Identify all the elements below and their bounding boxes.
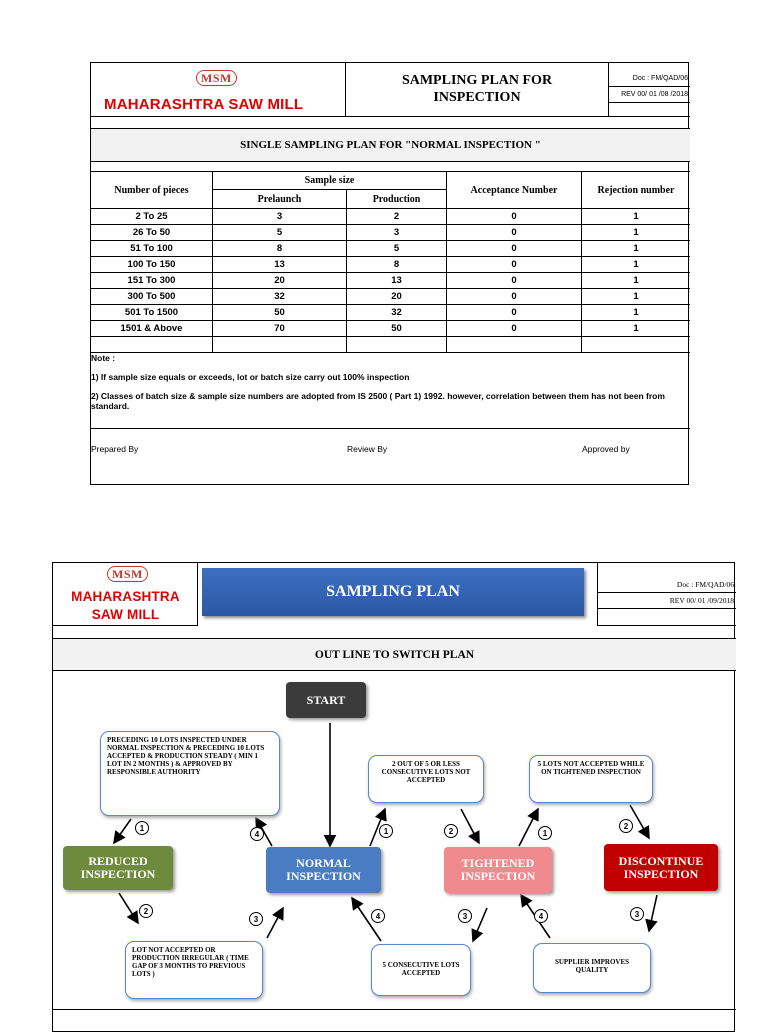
col-production: Production	[347, 190, 447, 209]
section-heading-2: OUT LINE TO SWITCH PLAN	[53, 639, 736, 671]
table-cell-acceptance: 0	[447, 289, 582, 305]
table-cell-acceptance: 0	[447, 209, 582, 225]
table-cell-acceptance: 0	[447, 321, 582, 337]
table-cell-acceptance: 0	[447, 225, 582, 241]
condition-lot-not-accepted: LOT NOT ACCEPTED OR PRODUCTION IRREGULAR ( TIME GAP OF 3 MONTHS TO PREVIOUS LOTS )	[125, 941, 263, 999]
doc-number-2: Doc : FM/QAD/06	[598, 577, 736, 593]
table-cell-prelaunch: 5	[213, 225, 347, 241]
condition-preceding-lots: PRECEDING 10 LOTS INSPECTED UNDER NORMAL INSPECTION & PRECEDING 10 LOTS ACCEPTED & PRODUCTION STEADY ( MIN 1 LOT IN 2 MONTHS ) & APPROVED BY RESPONSIBLE AUTHORITY	[100, 731, 280, 816]
arrow-3-normal	[267, 908, 283, 938]
condition-supplier-improves: SUPPLIER IMPROVES QUALITY	[533, 943, 651, 993]
step-2-badge: 2	[444, 824, 458, 838]
table-cell-production: 50	[347, 321, 447, 337]
step-3-badge: 3	[630, 907, 644, 921]
table-cell-rejection: 1	[582, 273, 690, 289]
table-cell-production: 8	[347, 257, 447, 273]
col-rejection: Rejection number	[582, 172, 690, 209]
col-pieces: Number of pieces	[91, 172, 213, 209]
table-cell-production: 32	[347, 305, 447, 321]
table-cell-prelaunch: 50	[213, 305, 347, 321]
table-cell-pieces: 501 To 1500	[91, 305, 213, 321]
table-cell-production: 5	[347, 241, 447, 257]
table-cell-production: 3	[347, 225, 447, 241]
condition-5-consecutive: 5 CONSECUTIVE LOTS ACCEPTED	[371, 944, 471, 996]
table-cell-rejection: 1	[582, 305, 690, 321]
table-cell-prelaunch: 8	[213, 241, 347, 257]
note-2: 2) Classes of batch size & sample size numbers are adopted from IS 2500 ( Part 1) 1992. however, correlation between them has not been from standard.	[91, 391, 665, 411]
revision: REV 00/ 01 /08 /2018	[609, 87, 690, 103]
table-cell-rejection: 1	[582, 209, 690, 225]
form-title: SAMPLING PLAN FOR INSPECTION	[346, 63, 609, 117]
step-1-badge: 1	[538, 826, 552, 840]
table-cell-empty	[447, 337, 582, 353]
doc-number: Doc : FM/QAD/06	[609, 71, 690, 87]
table-cell-prelaunch: 70	[213, 321, 347, 337]
doc-info	[609, 63, 690, 117]
step-2-badge: 2	[619, 819, 633, 833]
step-4-badge: 4	[250, 827, 264, 841]
table-cell-rejection: 1	[582, 289, 690, 305]
table-cell-production: 13	[347, 273, 447, 289]
table-cell-prelaunch: 32	[213, 289, 347, 305]
start-node: START	[286, 682, 366, 718]
switch-plan-form	[52, 562, 735, 1032]
table-cell-empty	[213, 337, 347, 353]
table-cell-pieces: 2 To 25	[91, 209, 213, 225]
table-cell-acceptance: 0	[447, 257, 582, 273]
condition-5-lots-not-accepted: 5 LOTS NOT ACCEPTED WHILE ON TIGHTENED INSPECTION	[529, 755, 653, 803]
arrow-2-discontinue	[630, 805, 649, 838]
arrow-2-reduced-down	[119, 893, 138, 923]
arrow-1-5lots	[519, 809, 538, 846]
note-label: Note :	[91, 353, 116, 363]
table-cell-pieces: 100 To 150	[91, 257, 213, 273]
section-heading: SINGLE SAMPLING PLAN FOR "NORMAL INSPECTION "	[91, 129, 690, 162]
col-acceptance: Acceptance Number	[447, 172, 582, 209]
step-2-badge: 2	[139, 904, 153, 918]
table-cell-acceptance: 0	[447, 305, 582, 321]
table-cell-rejection: 1	[582, 257, 690, 273]
arrow-2-tightened	[461, 809, 479, 843]
company-name-2: MAHARASHTRA SAW MILL	[71, 589, 180, 622]
table-cell-production: 2	[347, 209, 447, 225]
table-cell-rejection: 1	[582, 225, 690, 241]
normal-inspection-node: NORMAL INSPECTION	[266, 847, 381, 893]
reduced-inspection-node: REDUCED INSPECTION	[63, 846, 173, 890]
col-sample-size: Sample size	[213, 172, 447, 190]
approved-by: Approved by	[582, 444, 630, 454]
table-cell-rejection: 1	[582, 321, 690, 337]
table-cell-empty	[582, 337, 690, 353]
step-4-badge: 4	[534, 909, 548, 923]
step-1-badge: 1	[379, 824, 393, 838]
discontinue-inspection-node: DISCONTINUE INSPECTION	[604, 844, 718, 891]
table-cell-pieces: 1501 & Above	[91, 321, 213, 337]
table-cell-prelaunch: 20	[213, 273, 347, 289]
arrow-3-tightened-down	[473, 908, 487, 941]
table-cell-pieces: 26 To 50	[91, 225, 213, 241]
company-header	[91, 63, 346, 117]
table-cell-pieces: 151 To 300	[91, 273, 213, 289]
condition-2-of-5: 2 OUT OF 5 OR LESS CONSECUTIVE LOTS NOT ACCEPTED	[368, 755, 484, 803]
table-cell-acceptance: 0	[447, 273, 582, 289]
note-1: 1) If sample size equals or exceeds, lot or batch size carry out 100% inspection	[91, 372, 410, 382]
sampling-plan-form	[90, 62, 689, 485]
table-cell-acceptance: 0	[447, 241, 582, 257]
company-name: MAHARASHTRA SAW MILL	[104, 96, 304, 113]
col-prelaunch: Prelaunch	[213, 190, 347, 209]
form-title-2: SAMPLING PLAN	[202, 568, 584, 616]
step-4-badge: 4	[371, 909, 385, 923]
table-cell-rejection: 1	[582, 241, 690, 257]
revision-2: REV 00/ 01 /09/2018	[598, 593, 736, 609]
table-cell-pieces: 51 To 100	[91, 241, 213, 257]
table-cell-empty	[91, 337, 213, 353]
arrow-1-reduced	[114, 819, 131, 843]
tightened-inspection-node: TIGHTENED INSPECTION	[444, 847, 552, 893]
table-cell-pieces: 300 To 500	[91, 289, 213, 305]
step-3-badge: 3	[249, 912, 263, 926]
table-cell-prelaunch: 3	[213, 209, 347, 225]
company-logo: MSM	[196, 71, 237, 86]
prepared-by: Prepared By	[91, 444, 139, 454]
table-cell-empty	[347, 337, 447, 353]
review-by: Review By	[347, 444, 388, 454]
company-logo-2: MSM	[107, 567, 148, 582]
arrow-3-discontinue-down	[649, 895, 657, 931]
step-1-badge: 1	[135, 821, 149, 835]
table-cell-prelaunch: 13	[213, 257, 347, 273]
table-cell-production: 20	[347, 289, 447, 305]
step-3-badge: 3	[458, 909, 472, 923]
